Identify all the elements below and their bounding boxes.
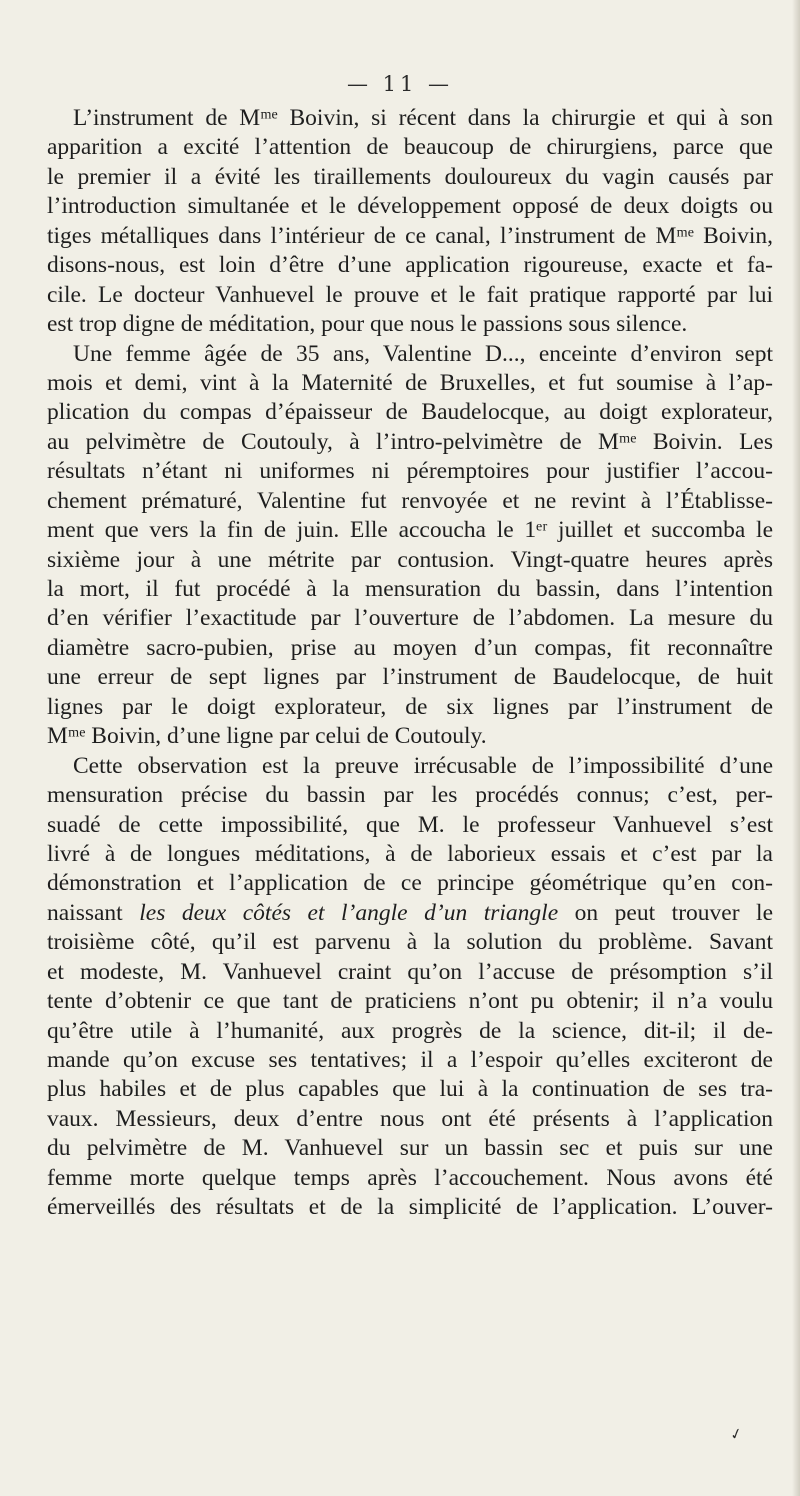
text-line: tente d’obtenir ce que tant de praticiens n’ont pu obtenir; il n’a voulu: [47, 988, 773, 1015]
text-line: Une femme âgée de 35 ans, Valentine D..., enceinte d’environ sept: [73, 340, 773, 367]
text-line: chement prématuré, Valentine fut renvoyée et ne revint à l’Établisse-: [47, 487, 773, 514]
text-line: Mᵐᵉ Boivin, d’une ligne par celui de Coutouly.: [47, 723, 487, 750]
text-line: naissant les deux côtés et l’angle d’un triangle on peut trouver le: [47, 899, 774, 926]
text-line: au pelvimètre de Coutouly, à l’intro-pelvimètre de Mᵐᵉ Boivin. Les: [47, 428, 773, 455]
text-line: et modeste, M. Vanhuevel craint qu’on l’accuse de présomption s’il: [47, 958, 773, 985]
text-line: livré à de longues méditations, à de laborieux essais et c’est par la: [47, 840, 773, 867]
text-line: disons-nous, est loin d’être d’une application rigoureuse, exacte et fa-: [47, 252, 773, 279]
text-line: plication du compas d’épaisseur de Baudelocque, au doigt explorateur,: [47, 399, 773, 426]
text-line: tiges métalliques dans l’intérieur de ce canal, l’instrument de Mᵐᵉ Boivin,: [47, 222, 773, 249]
body-text: [47, 104, 773, 1223]
text-line: qu’être utile à l’humanité, aux progrès de la science, dit-il; il de-: [47, 1017, 773, 1044]
text-line: cile. Le docteur Vanhuevel le prouve et le fait pratique rapporté par lui: [47, 281, 773, 308]
text-line: sixième jour à une métrite par contusion. Vingt-quatre heures après: [47, 546, 773, 573]
text-line: mensuration précise du bassin par les procédés connus; c’est, per-: [47, 782, 773, 809]
text-line: démonstration et l’application de ce principe géométrique qu’en con-: [47, 870, 773, 897]
text-line: femme morte quelque temps après l’accouchement. Nous avons été: [47, 1164, 773, 1191]
text-line: ment que vers la fin de juin. Elle accoucha le 1ᵉʳ juillet et succomba le: [47, 517, 773, 544]
stray-ink-mark: ✓: [727, 1423, 745, 1445]
text-line: résultats n’étant ni uniformes ni péremptoires pour justifier l’accou-: [47, 458, 773, 485]
text-line: d’en vérifier l’exactitude par l’ouverture de l’abdomen. La mesure du: [47, 605, 773, 632]
page-edge-shadow: [792, 0, 800, 1496]
text-line: troisième côté, qu’il est parvenu à la solution du problème. Savant: [47, 929, 773, 956]
text-line: est trop digne de méditation, pour que nous le passions sous silence.: [47, 311, 688, 338]
page-number: — 11 —: [346, 72, 454, 96]
text-line: la mort, il fut procédé à la mensuration du bassin, dans l’intention: [47, 576, 773, 602]
text-line: apparition a excité l’attention de beaucoup de chirurgiens, parce que: [47, 134, 773, 161]
text-line: le premier il a évité les tiraillements douloureux du vagin causés par: [47, 163, 773, 190]
text-line: lignes par le doigt explorateur, de six lignes par l’instrument de: [47, 693, 773, 720]
text-line: diamètre sacro-pubien, prise au moyen d’un compas, fit reconnaître: [47, 634, 773, 661]
text-line: L’instrument de Mᵐᵉ Boivin, si récent dans la chirurgie et qui à son: [73, 105, 773, 131]
text-line: l’introduction simultanée et le développement opposé de deux doigts ou: [47, 193, 773, 220]
text-line: du pelvimètre de M. Vanhuevel sur un bassin sec et puis sur une: [47, 1135, 773, 1162]
italic-phrase: les deux côtés et l’angle d’un triangle: [139, 899, 559, 926]
text-line: une erreur de sept lignes par l’instrument de Baudelocque, de huit: [47, 664, 773, 691]
text-line: Cette observation est la preuve irrécusable de l’impossibilité d’une: [73, 752, 773, 779]
text-line: émerveillés des résultats et de la simplicité de l’application. L’ouver-: [47, 1194, 773, 1221]
text-line: mois et demi, vint à la Maternité de Bruxelles, et fut soumise à l’ap-: [47, 369, 773, 396]
text-line: plus habiles et de plus capables que lui à la continuation de ses tra-: [47, 1076, 773, 1103]
text-line: mande qu’on excuse ses tentatives; il a l’espoir qu’elles exciteront de: [47, 1047, 773, 1073]
text-line: vaux. Messieurs, deux d’entre nous ont été présents à l’application: [47, 1105, 773, 1132]
text-line: suadé de cette impossibilité, que M. le professeur Vanhuevel s’est: [47, 811, 773, 838]
